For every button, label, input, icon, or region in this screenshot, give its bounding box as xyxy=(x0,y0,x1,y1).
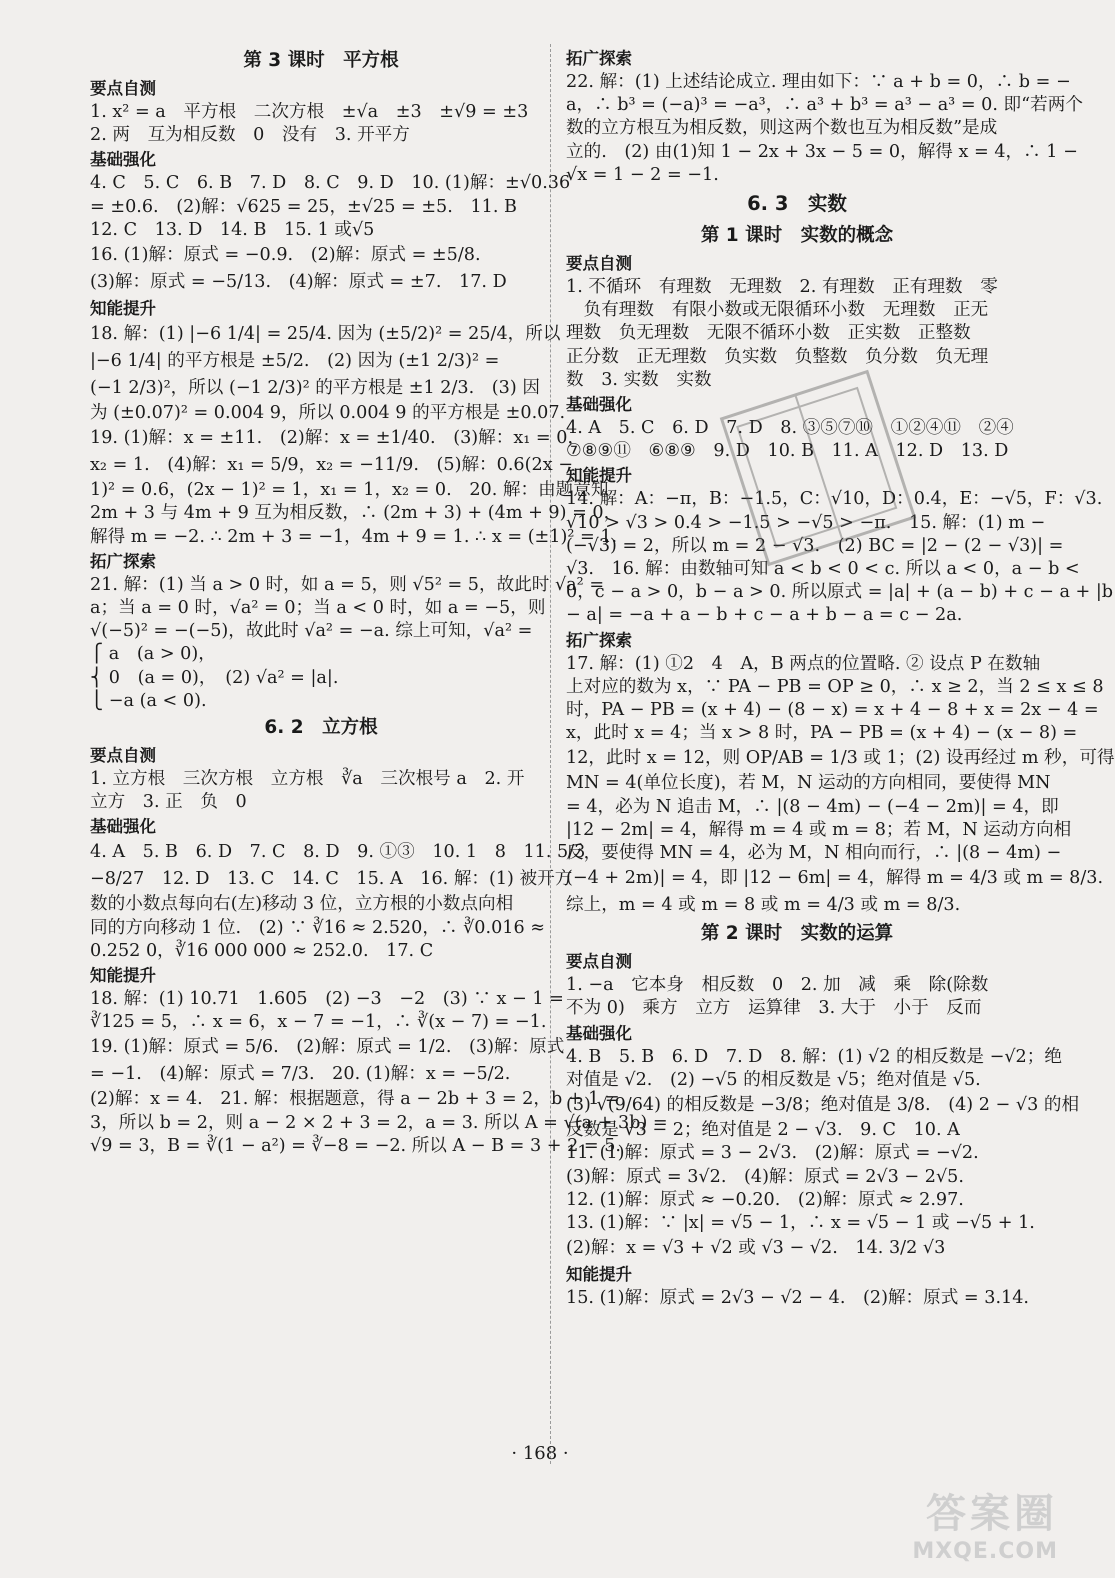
answer-line: ∛125 = 5，∴ x = 6，x − 7 = −1，∴ ∛(x − 7) = −1. xyxy=(90,1012,547,1033)
answer-line: 1. 不循环 有理数 无理数 2. 有理数 正有理数 零 xyxy=(566,277,998,298)
answer-line: MN = 4(单位长度)，若 M，N 运动的方向相同，要使得 MN xyxy=(566,773,1051,794)
answer-line: a；当 a = 0 时，√a² = 0；当 a < 0 时，如 a = −5，则 xyxy=(90,598,546,619)
answer-line: 立的. (2) 由(1)知 1 − 2x + 3x − 5 = 0，解得 x = 4，∴ 1 − xyxy=(566,141,1078,162)
subsection-label: 要点自测 xyxy=(566,254,632,274)
answer-line: (−4 + 2m)| = 4，即 |12 − 6m| = 4，解得 m = 4/3 或 m = 8/3. xyxy=(566,868,1104,889)
subsection-label: 基础强化 xyxy=(90,150,156,170)
answer-line: 18. 解：(1) |−6 1/4| = 25/4. 因为 (±5/2)² = 25/4，所以 xyxy=(90,324,561,345)
answer-line: (3)解：原式 = −5/13. (4)解：原式 = ±7. 17. D xyxy=(90,272,507,293)
answer-line: (−1 2/3)²，所以 (−1 2/3)² 的平方根是 ±1 2/3. (3) 因 xyxy=(90,378,540,399)
answer-line: ⑦⑧⑨⑪ ⑥⑧⑨ 9. D 10. B 11. A 12. D 13. D xyxy=(566,441,1009,462)
answer-line: ⎧ a (a > 0)， xyxy=(90,644,216,665)
section-heading: 6. 3 实数 xyxy=(747,192,847,216)
answer-line: √x = 1 − 2 = −1. xyxy=(566,164,719,185)
answer-line: 1. x² = a 平方根 二次方根 ±√a ±3 ±√9 = ±3 xyxy=(90,102,529,122)
answer-line: 2m + 3 与 4m + 9 互为相反数，∴ (2m + 3) + (4m + 9) = 0， xyxy=(90,503,622,524)
answer-line: = ±0.6. (2)解：√625 = 25，±√25 = ±5. 11. B xyxy=(90,196,517,217)
page-number: · 168 · xyxy=(511,1443,569,1464)
answer-line: 数 3. 实数 实数 xyxy=(566,369,712,390)
section-heading: 第 3 课时 平方根 xyxy=(243,50,399,71)
subsection-label: 知能提升 xyxy=(90,966,156,986)
subsection-label: 基础强化 xyxy=(566,395,632,415)
answer-line: 2. 两 互为相反数 0 没有 3. 开平方 xyxy=(90,125,410,146)
answer-line: 12. (1)解：原式 ≈ −0.20. (2)解：原式 ≈ 2.97. xyxy=(566,1189,964,1210)
answer-line: x，此时 x = 4；当 x > 8 时，PA − PB = (x + 4) − (x − 8) = xyxy=(566,723,1078,744)
answer-line: 上对应的数为 x，∵ PA − PB = OP ≥ 0，∴ x ≥ 2，当 2 ≤ x ≤ 8 xyxy=(566,676,1104,697)
answer-line: 4. A 5. B 6. D 7. C 8. D 9. ①③ 10. 1 8 11. 5/3 xyxy=(90,842,586,863)
answer-line: 理数 负无理数 无限不循环小数 正实数 正整数 xyxy=(566,323,971,344)
subsection-label: 基础强化 xyxy=(90,817,156,837)
section-heading: 第 1 课时 实数的概念 xyxy=(700,225,894,247)
answer-line: 16. (1)解：原式 = −0.9. (2)解：原式 = ±5/8. xyxy=(90,245,481,266)
answer-line: 14. 解：A：−π，B：−1.5，C：√10，D：0.4，E：−√5，F：√3. xyxy=(566,489,1103,510)
subsection-label: 知能提升 xyxy=(566,1265,632,1285)
answer-line: 正分数 正无理数 负实数 负整数 负分数 负无理 xyxy=(566,346,989,367)
right-column xyxy=(566,46,1115,1310)
answer-line: 0.252 0，∛16 000 000 ≈ 252.0. 17. C xyxy=(90,940,434,961)
subsection-label: 拓广探索 xyxy=(90,551,156,571)
answer-line: 反数是 √3 − 2；绝对值是 2 − √3. 9. C 10. A xyxy=(566,1120,960,1141)
answer-line: 12，此时 x = 12，则 OP/AB = 1/3 或 1；(2) 设再经过 m 秒，可得 xyxy=(566,748,1115,769)
answer-line: 15. (1)解：原式 = 2√3 − √2 − 4. (2)解：原式 = 3.14. xyxy=(566,1288,1030,1309)
answer-line: √3. 16. 解：由数轴可知 a < b < 0 < c. 所以 a < 0，a − b < xyxy=(566,559,1080,580)
subsection-label: 基础强化 xyxy=(566,1023,632,1043)
answer-line: √(−5)² = −(−5)，故此时 √a² = −a. 综上可知，√a² = xyxy=(90,621,533,642)
answer-line: 解得 m = −2. ∴ 2m + 3 = −1，4m + 9 = 1. ∴ x = (±1)² = 1. xyxy=(90,526,618,547)
answer-line: − a| = −a + a − b + c − a + b − a = c − 2a. xyxy=(566,605,963,626)
answer-line: 综上，m = 4 或 m = 8 或 m = 4/3 或 m = 8/3. xyxy=(566,895,961,916)
section-heading: 6. 2 立方根 xyxy=(264,717,378,739)
answer-line: 12. C 13. D 14. B 15. 1 或√5 xyxy=(90,219,375,240)
subsection-label: 拓广探索 xyxy=(566,630,632,650)
answer-line: √9 = 3，B = ∛(1 − a²) = ∛−8 = −2. 所以 A − B = 3 + 2 = 5. xyxy=(90,1135,621,1156)
subsection-label: 拓广探索 xyxy=(566,49,632,68)
answer-line: 3，所以 b = 2，则 a − 2 × 2 + 3 = 2，a = 3. 所以 A = √(a + 3b) = xyxy=(90,1112,668,1133)
answer-line: (3) √(9/64) 的相反数是 −3/8；绝对值是 3/8. (4) 2 − √3 的相 xyxy=(566,1095,1080,1116)
answer-line: a，∴ b³ = (−a)³ = −a³，∴ a³ + b³ = a³ − a³ = 0. 即“若两个 xyxy=(566,95,1083,116)
answer-line: 22. 解：(1) 上述结论成立. 理由如下：∵ a + b = 0，∴ b = − xyxy=(566,72,1071,92)
answer-line: 对值是 √2. (2) −√5 的相反数是 √5；绝对值是 √5. xyxy=(566,1069,981,1090)
answer-line: (2)解：x = √3 + √2 或 √3 − √2. 14. 3/2 √3 xyxy=(566,1238,946,1259)
answer-line: ⎩ −a (a < 0). xyxy=(90,690,207,711)
answer-line: x₂ = 1. (4)解：x₁ = 5/9，x₂ = −11/9. (5)解：0.6(2x − xyxy=(90,455,573,476)
answer-line: 1. 立方根 三次方根 立方根 ∛a 三次根号 a 2. 开 xyxy=(90,769,525,790)
answer-line: 反，要使得 MN = 4，必为 M，N 相向而行，∴ |(8 − 4m) − xyxy=(566,843,1062,864)
watermark-logo: 答案圈 MXQE.COM xyxy=(912,1491,1058,1564)
answer-line: |12 − 2m| = 4，解得 m = 4 或 m = 8；若 M，N 运动方向相 xyxy=(566,819,1072,840)
subsection-label: 知能提升 xyxy=(566,466,632,486)
subsection-label: 要点自测 xyxy=(566,952,632,972)
answer-line: −8/27 12. D 13. C 14. C 15. A 16. 解：(1) 被开方 xyxy=(90,869,573,890)
answer-line: 立方 3. 正 负 0 xyxy=(90,792,247,813)
answer-line: (−√3) = 2，所以 m = 2 − √3. (2) BC = |2 − (2 − √3)| = xyxy=(566,535,1064,556)
answer-line: 1)² = 0.6，(2x − 1)² = 1，x₁ = 1，x₂ = 0. 20. 解：由题意知 xyxy=(90,480,609,501)
answer-line: 13. (1)解：∵ |x| = √5 − 1，∴ x = √5 − 1 或 −√5 + 1. xyxy=(566,1212,1035,1233)
answer-line: 4. B 5. B 6. D 7. D 8. 解：(1) √2 的相反数是 −√2；绝 xyxy=(566,1046,1062,1067)
answer-line: 同的方向移动 1 位. (2) ∵ ∛16 ≈ 2.520，∴ ∛0.016 ≈ xyxy=(90,917,546,938)
answer-line: ⎨ 0 (a = 0)， (2) √a² = |a|. xyxy=(90,667,339,688)
answer-line: 0，c − a > 0，b − a > 0. 所以原式 = |a| + (a − b) + c − a + |b xyxy=(566,582,1114,603)
answer-line: (3)解：原式 = 3√2. (4)解：原式 = 2√3 − 2√5. xyxy=(566,1166,964,1187)
answer-line: 18. 解：(1) 10.71 1.605 (2) −3 −2 (3) ∵ x − 1 = xyxy=(90,989,564,1010)
answer-line: |−6 1/4| 的平方根是 ±5/2. (2) 因为 (±1 2/3)² = xyxy=(90,351,500,372)
answer-line: 21. 解：(1) 当 a > 0 时，如 a = 5，则 √5² = 5，故此时 √a² = xyxy=(90,574,605,595)
answer-line: √10 > √3 > 0.4 > −1.5 > −√5 > −π. 15. 解：(1) m − xyxy=(566,512,1046,533)
answer-line: 为 (±0.07)² = 0.004 9，所以 0.004 9 的平方根是 ±0.07. xyxy=(90,403,566,424)
answer-line: 1. −a 它本身 相反数 0 2. 加 减 乘 除(除数 xyxy=(566,975,989,996)
answer-line: 时，PA − PB = (x + 4) − (8 − x) = x + 4 − 8 + x = 2x − 4 = xyxy=(566,700,1099,721)
answer-line: 19. (1)解：x = ±11. (2)解：x = ±1/40. (3)解：x₁ = 0， xyxy=(90,428,586,449)
answer-line: 不为 0) 乘方 立方 运算律 3. 大于 小于 反而 xyxy=(566,998,982,1019)
subsection-label: 要点自测 xyxy=(90,746,156,766)
answer-line: 17. 解：(1) ①2 4 A，B 两点的位置略. ② 设点 P 在数轴 xyxy=(566,653,1041,674)
answer-line: 4. A 5. C 6. D 7. D 8. ③⑤⑦⑩ ①②④⑪ ②④ xyxy=(566,418,1014,439)
answer-line: 19. (1)解：原式 = 5/6. (2)解：原式 = 1/2. (3)解：原式 xyxy=(90,1037,565,1058)
answer-line: = 4，必为 N 追击 M，∴ |(8 − 4m) − (−4 − 2m)| = 4，即 xyxy=(566,796,1059,817)
subsection-label: 知能提升 xyxy=(90,299,156,319)
answer-line: 数的立方根互为相反数，则这两个数也互为相反数”是成 xyxy=(566,118,998,139)
answer-line: 数的小数点每向右(左)移动 3 位，立方根的小数点向相 xyxy=(90,894,514,915)
subsection-label: 要点自测 xyxy=(90,79,156,98)
section-heading: 第 2 课时 实数的运算 xyxy=(700,923,894,945)
answer-line: 负有理数 有限小数或无限循环小数 无理数 正无 xyxy=(566,300,989,321)
answer-line: 4. C 5. C 6. B 7. D 8. C 9. D 10. (1)解：±√0.36 xyxy=(90,173,571,194)
answer-line: 11. (1)解：原式 = 3 − 2√3. (2)解：原式 = −√2. xyxy=(566,1143,979,1164)
answer-line: (2)解：x = 4. 21. 解：根据题意，得 a − 2b + 3 = 2，b + 1 = xyxy=(90,1089,620,1110)
answer-line: = −1. (4)解：原式 = 7/3. 20. (1)解：x = −5/2. xyxy=(90,1064,511,1085)
